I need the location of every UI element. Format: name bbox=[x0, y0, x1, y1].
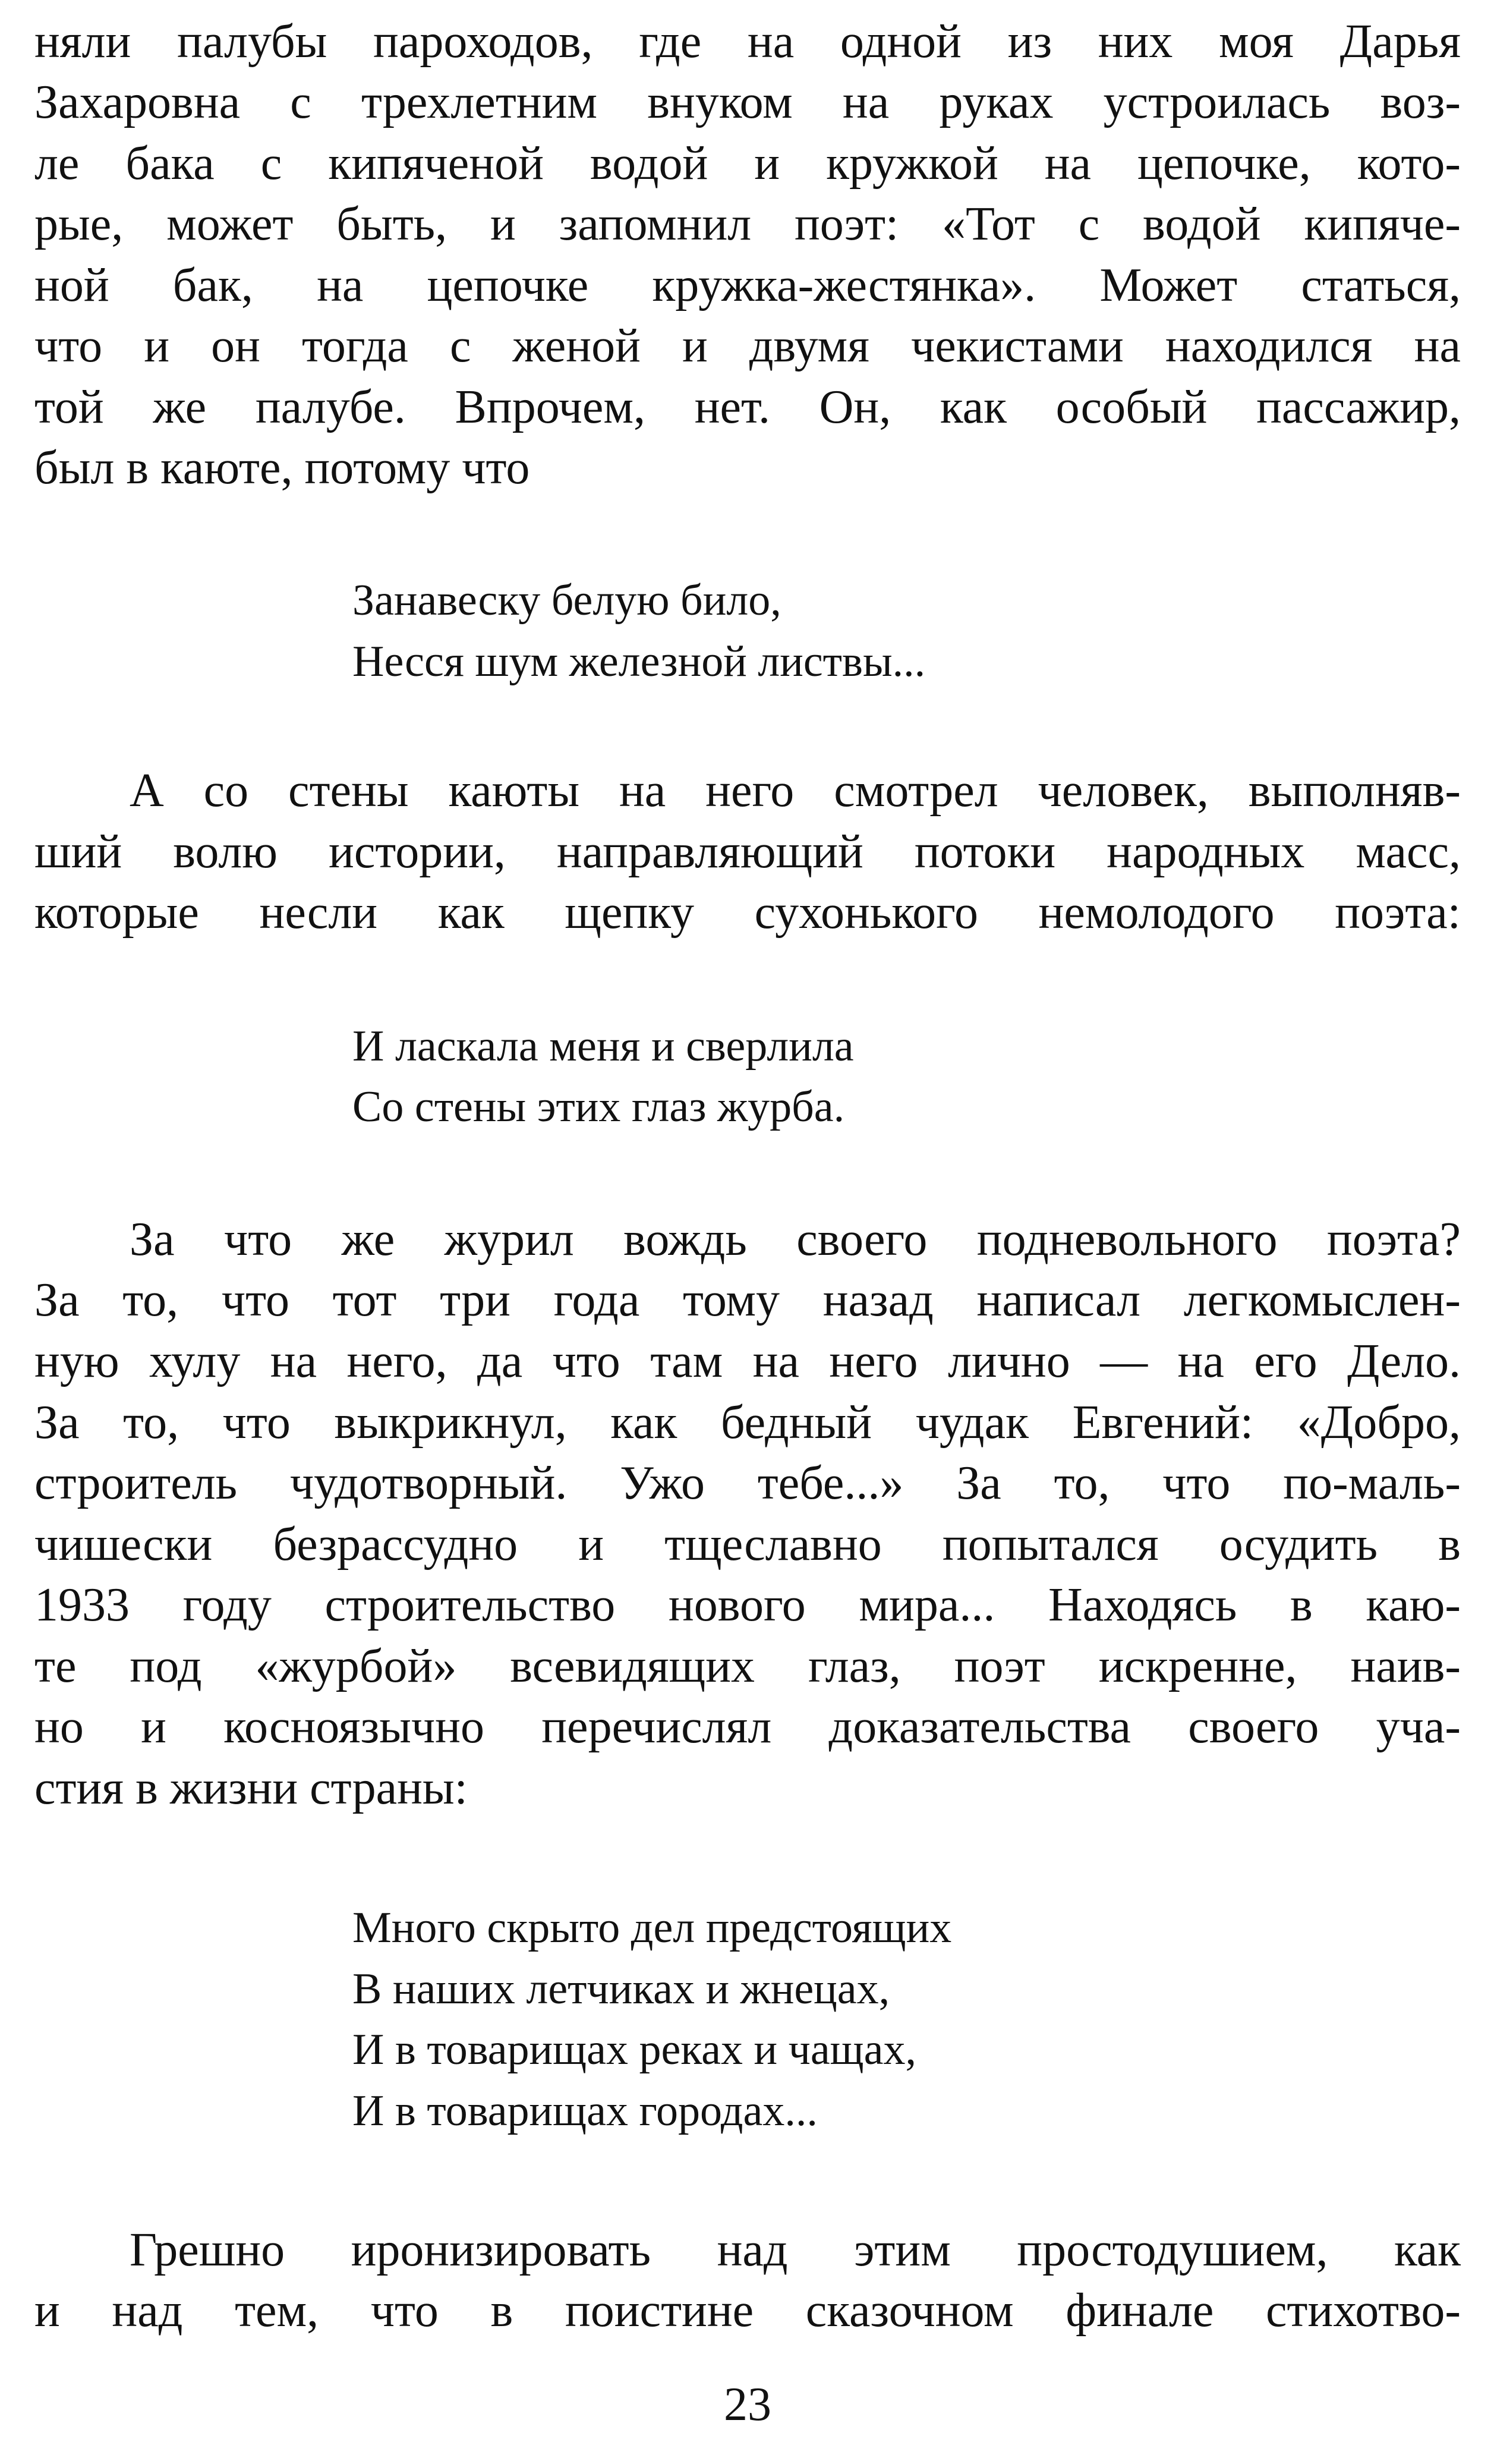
text-line: ле бака с кипяченой водой и кружкой на цепочке, кото- bbox=[34, 137, 1461, 190]
page-number: 23 bbox=[724, 2378, 771, 2431]
book-page bbox=[34, 0, 1461, 2464]
verse-line: Много скрыто дел предстоящих bbox=[352, 1903, 952, 1952]
text-line: За то, что выкрикнул, как бедный чудак Евгений: «Добро, bbox=[34, 1396, 1461, 1449]
verse-line: Со стены этих глаз журба. bbox=[352, 1082, 845, 1131]
text-line: няли палубы пароходов, где на одной из них моя Дарья bbox=[34, 15, 1461, 68]
verse-line: Занавеску белую било, bbox=[352, 576, 781, 625]
verse-line: И в товарищах городах... bbox=[352, 2087, 818, 2135]
text-line: но и косноязычно перечислял доказательства своего уча- bbox=[34, 1701, 1461, 1753]
text-line: За то, что тот три года тому назад написал легкомыслен- bbox=[34, 1274, 1461, 1326]
text-line: 1933 году строительство нового мира... Находясь в каю- bbox=[34, 1579, 1461, 1631]
text-line: Захаровна с трехлетним внуком на руках устроилась воз- bbox=[34, 76, 1461, 128]
text-line: А со стены каюты на него смотрел человек, выполняв- bbox=[130, 764, 1461, 817]
text-line: Грешно иронизировать над этим простодушием, как bbox=[130, 2224, 1461, 2276]
text-line: и над тем, что в поистине сказочном финале стихотво- bbox=[34, 2284, 1461, 2337]
text-line: ной бак, на цепочке кружка-жестянка». Может статься, bbox=[34, 259, 1461, 311]
text-line: был в каюте, потому что bbox=[34, 442, 530, 494]
text-line: За что же журил вождь своего подневольного поэта? bbox=[130, 1213, 1461, 1266]
text-line: ную хулу на него, да что там на него лично — на его Дело. bbox=[34, 1335, 1461, 1387]
verse-line: Несся шум железной листвы... bbox=[352, 637, 926, 686]
text-line: стия в жизни страны: bbox=[34, 1762, 468, 1814]
verse-line: И в товарищах реках и чащах, bbox=[352, 2025, 916, 2074]
text-line: те под «журбой» всевидящих глаз, поэт искренне, наив- bbox=[34, 1640, 1461, 1692]
verse-line: В наших летчиках и жнецах, bbox=[352, 1965, 890, 2013]
verse-line: И ласкала меня и сверлила bbox=[352, 1022, 854, 1071]
text-line: чишески безрассудно и тщеславно попытался осудить в bbox=[34, 1518, 1461, 1571]
text-line: что и он тогда с женой и двумя чекистами находился на bbox=[34, 320, 1461, 372]
text-line: строитель чудотворный. Ужо тебе...» За то, что по-маль- bbox=[34, 1457, 1461, 1509]
text-line: которые несли как щепку сухонького немолодого поэта: bbox=[34, 886, 1461, 939]
text-line: той же палубе. Впрочем, нет. Он, как особый пассажир, bbox=[34, 381, 1461, 433]
text-line: рые, может быть, и запомнил поэт: «Тот с водой кипяче- bbox=[34, 198, 1461, 250]
text-line: ший волю истории, направляющий потоки народных масс, bbox=[34, 826, 1461, 878]
